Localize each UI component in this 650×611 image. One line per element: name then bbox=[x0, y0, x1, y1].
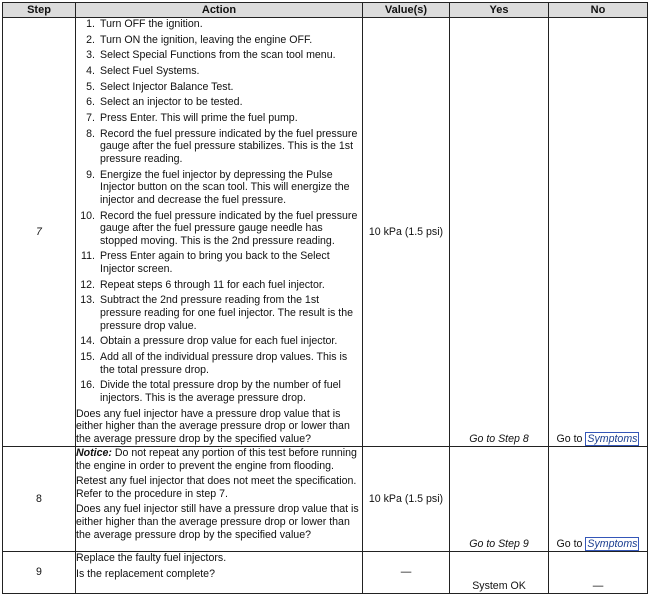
procedure-item: 1. Turn OFF the ignition. bbox=[86, 18, 203, 30]
no-dash: — bbox=[592, 580, 604, 593]
step-number: 9 bbox=[3, 552, 76, 594]
specified-value: 10 kPa (1.5 psi) bbox=[363, 447, 450, 552]
procedure-item: 6. Select an injector to be tested. bbox=[86, 96, 243, 109]
table-row-step-8 bbox=[3, 447, 648, 552]
procedure-item: 5. Select Injector Balance Test. bbox=[86, 80, 234, 93]
system-ok-text: System OK bbox=[472, 580, 526, 593]
notice-label: Notice: bbox=[76, 447, 112, 459]
step-number: 8 bbox=[3, 447, 76, 552]
yes-cell bbox=[450, 552, 549, 594]
yes-goto-link[interactable]: Go to Step 9 bbox=[469, 538, 529, 551]
no-cell bbox=[549, 18, 648, 447]
diagnostic-table bbox=[2, 2, 648, 594]
notice bbox=[76, 447, 362, 472]
symptoms-link[interactable]: Symptoms bbox=[587, 433, 638, 446]
action-cell bbox=[76, 447, 363, 552]
header-yes: Yes bbox=[450, 3, 549, 18]
yes-cell bbox=[450, 18, 549, 447]
procedure-item: 12. Repeat steps 6 through 11 for each fuel injector. bbox=[80, 278, 325, 291]
specified-value: — bbox=[363, 552, 450, 594]
step-number: 7 bbox=[3, 18, 76, 447]
procedure-item: 16. Divide the total pressure drop by the number of fuel injectors. This is the average pressure drop. bbox=[80, 379, 341, 404]
header-step: Step bbox=[3, 3, 76, 18]
notice-text: Do not repeat any portion of this test before running the engine in order to prevent the engine from flooding. bbox=[76, 447, 357, 472]
retest-instruction: Retest any fuel injector that does not meet the specification. Refer to the procedure in step 7. bbox=[76, 475, 357, 500]
procedure-item: 14. Obtain a pressure drop value for each fuel injector. bbox=[80, 335, 338, 348]
decision-question: Does any fuel injector have a pressure drop value that is either higher than the average pressure drop or lower than the average pressure drop by the specified value? bbox=[76, 407, 350, 445]
table-row-step-9 bbox=[3, 552, 648, 594]
decision-question: Is the replacement complete? bbox=[76, 567, 215, 580]
procedure-item: 9. Energize the fuel injector by depressing the Pulse Injector button on the scan tool. This will energize the injector and decrease the fuel pressure. bbox=[86, 168, 350, 206]
symptoms-link[interactable]: Symptoms bbox=[587, 538, 638, 551]
procedure-item: 15. Add all of the individual pressure drop values. This is the total pressure drop. bbox=[80, 350, 348, 376]
table-header-row bbox=[3, 3, 648, 18]
procedure-item: 3. Select Special Functions from the scan tool menu. bbox=[86, 49, 336, 62]
action-cell bbox=[76, 18, 363, 447]
procedure-item: 8. Record the fuel pressure indicated by the fuel pressure gauge after the fuel pressure stabilizes. This is the 1st pressure reading. bbox=[86, 127, 358, 165]
replace-instruction: Replace the faulty fuel injectors. bbox=[76, 552, 227, 564]
specified-value: 10 kPa (1.5 psi) bbox=[363, 18, 450, 447]
no-goto-prefix: Go to bbox=[556, 538, 583, 551]
procedure-item: 13. Subtract the 2nd pressure reading from the 1st pressure reading for one fuel injector. The result is the pressure drop value. bbox=[80, 294, 354, 332]
no-cell bbox=[549, 447, 648, 552]
procedure-item: 10. Record the fuel pressure indicated by the fuel pressure gauge after the fuel pressure gauge needle has stopped moving. This is the 2nd pressure reading. bbox=[80, 209, 358, 247]
procedure-item: 7. Press Enter. This will prime the fuel pump. bbox=[86, 112, 298, 125]
procedure-item: 2. Turn ON the ignition, leaving the engine OFF. bbox=[86, 33, 313, 46]
yes-cell bbox=[450, 447, 549, 552]
header-no: No bbox=[549, 3, 648, 18]
procedure-item: 11. Press Enter again to bring you back to the Select Injector screen. bbox=[81, 250, 330, 276]
table-row-step-7 bbox=[3, 18, 648, 447]
no-cell bbox=[549, 552, 648, 594]
decision-question: Does any fuel injector still have a pressure drop value that is either higher than the average pressure drop or lower than the average pressure drop by the specified value? bbox=[76, 503, 359, 541]
header-values: Value(s) bbox=[363, 3, 450, 18]
procedure-list bbox=[76, 18, 362, 404]
action-cell bbox=[76, 552, 363, 594]
procedure-item: 4. Select Fuel Systems. bbox=[86, 65, 200, 78]
yes-goto-link[interactable]: Go to Step 8 bbox=[469, 433, 529, 446]
header-action: Action bbox=[76, 3, 363, 18]
no-goto-prefix: Go to bbox=[556, 433, 583, 446]
